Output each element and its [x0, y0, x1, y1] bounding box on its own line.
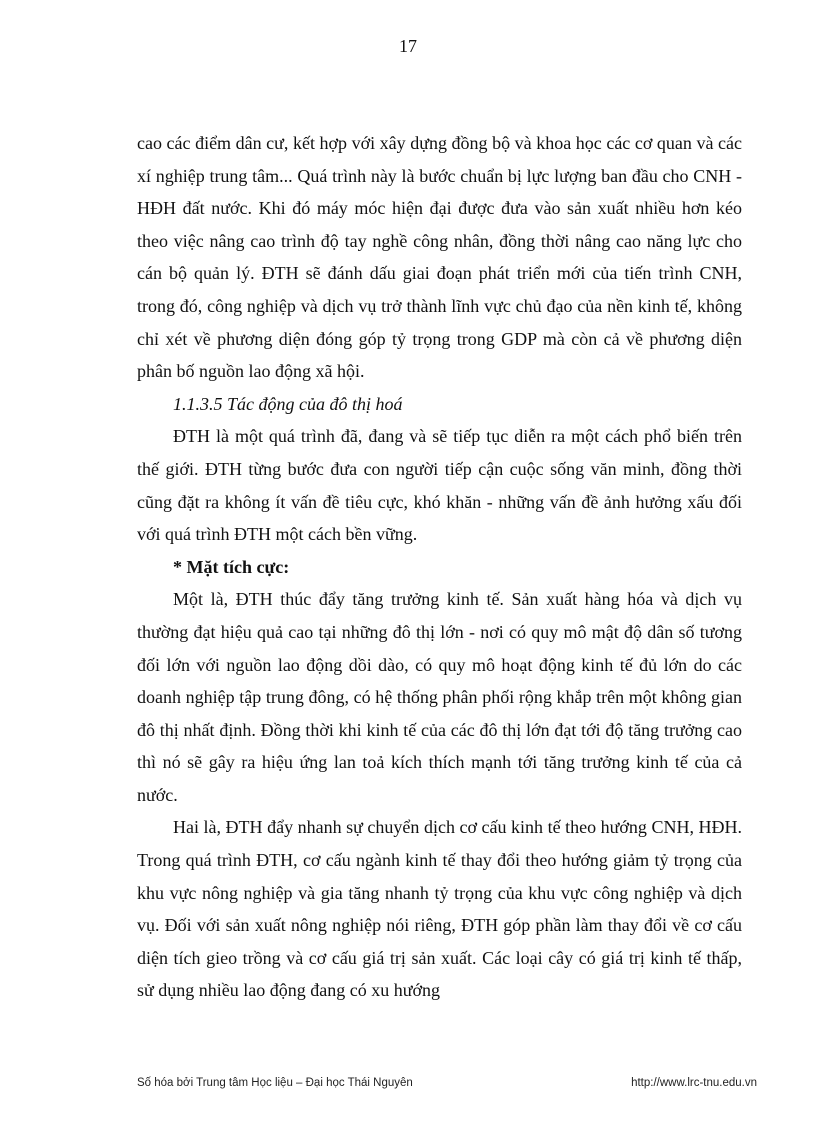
subheading-positive-aspects: * Mặt tích cực:: [173, 556, 290, 577]
page-number: 17: [399, 36, 417, 56]
paragraph-point-one: Một là, ĐTH thúc đẩy tăng trưởng kinh tế. Sản xuất hàng hóa và dịch vụ thường đạt hiệu quả cao tại những đô thị lớn - nơi có quy mô mật độ dân số tương đối lớn với nguồn lao động dồi dào, có quy mô hoạt động kinh tế đủ lớn do các doanh nghiệp tập trung đông, có hệ thống phân phối rộng khắp trên một không gian đô thị nhất định. Đồng thời khi kinh tế của các đô thị lớn đạt tới độ tăng trưởng cao thì nó sẽ gây ra hiệu ứng lan toả kích thích mạnh tới tăng trưởng kinh tế của cả nước.: [137, 589, 742, 805]
footer-url[interactable]: http://www.lrc-tnu.edu.vn: [631, 1077, 757, 1089]
paragraph-intro: ĐTH là một quá trình đã, đang và sẽ tiếp tục diễn ra một cách phổ biến trên thế giới. ĐTH từng bước đưa con người tiếp cận cuộc sống văn minh, đồng thời cũng đặt ra không ít vấn đề tiêu cực, khó khăn - những vấn đề ảnh hưởng xấu đối với quá trình ĐTH một cách bền vững.: [137, 426, 742, 545]
document-body: [137, 127, 742, 1007]
section-heading: 1.1.3.5 Tác động của đô thị hoá: [173, 393, 403, 414]
footer-source: Số hóa bởi Trung tâm Học liệu – Đại học Thái Nguyên: [137, 1077, 413, 1089]
paragraph-continuation: cao các điểm dân cư, kết hợp với xây dựng đồng bộ và khoa học các cơ quan và các xí nghiệp trung tâm... Quá trình này là bước chuẩn bị lực lượng ban đầu cho CNH - HĐH đất nước. Khi đó máy móc hiện đại được đưa vào sản xuất nhiều hơn kéo theo việc nâng cao trình độ tay nghề công nhân, đồng thời nâng cao năng lực cho cán bộ quản lý. ĐTH sẽ đánh dấu giai đoạn phát triển mới của tiến trình CNH, trong đó, công nghiệp và dịch vụ trở thành lĩnh vực chủ đạo của nền kinh tế, không chỉ xét về phương diện đóng góp tỷ trọng trong GDP mà còn cả về phương diện phân bố nguồn lao động xã hội.: [137, 133, 742, 382]
paragraph-point-two: Hai là, ĐTH đẩy nhanh sự chuyển dịch cơ cấu kinh tế theo hướng CNH, HĐH. Trong quá trình ĐTH, cơ cấu ngành kinh tế thay đổi theo hướng giảm tỷ trọng của khu vực nông nghiệp và gia tăng nhanh tỷ trọng của khu vực công nghiệp và dịch vụ. Đối với sản xuất nông nghiệp nói riêng, ĐTH góp phần làm thay đổi về cơ cấu diện tích gieo trồng và cơ cấu giá trị sản xuất. Các loại cây có giá trị kinh tế thấp, sử dụng nhiều lao động đang có xu hướng: [137, 817, 742, 1001]
